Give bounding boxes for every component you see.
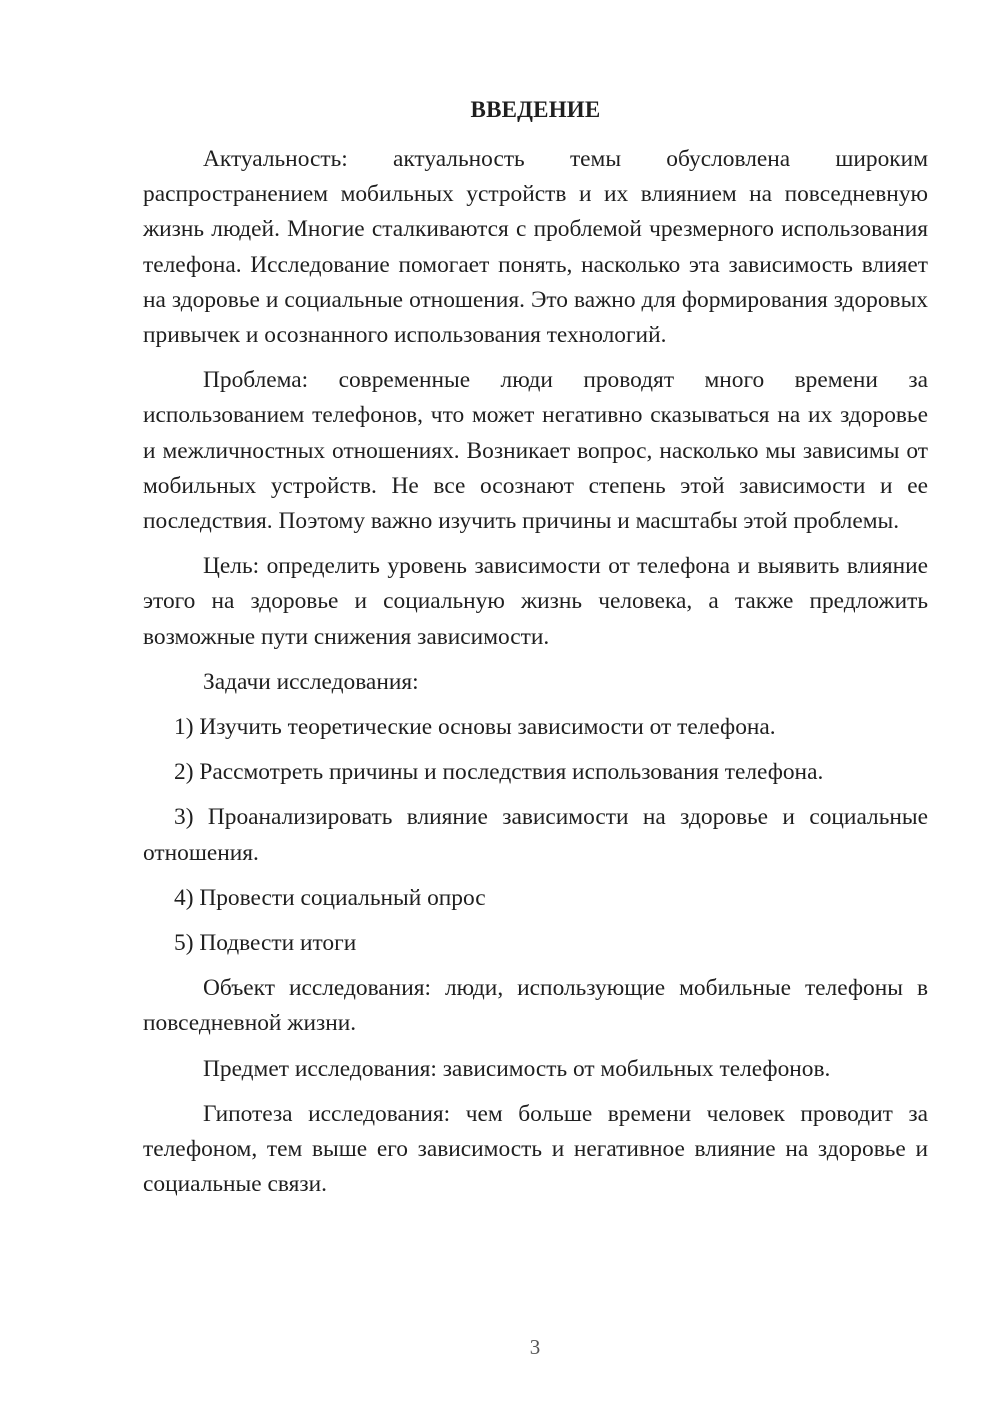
subject-paragraph: Предмет исследования: зависимость от мобильных телефонов. (203, 1055, 831, 1082)
task-item-3: 3) Проанализировать влияние зависимости на здоровье и социальные отношения. (143, 804, 928, 866)
task-item-2: 2) Рассмотреть причины и последствия использования телефона. (174, 759, 824, 786)
goal-paragraph: Цель: определить уровень зависимости от телефона и выявить влияние этого на здоровье и социальную жизнь человека, а также предложить возможные пути снижения зависимости. (143, 553, 928, 650)
task-item-1: 1) Изучить теоретические основы зависимости от телефона. (174, 714, 776, 741)
tasks-heading: Задачи исследования: (203, 668, 419, 695)
document-title: ВВЕДЕНИЕ (470, 97, 601, 122)
object-paragraph: Объект исследования: люди, использующие мобильные телефоны в повседневной жизни. (143, 975, 928, 1037)
relevance-paragraph: Актуальность: актуальность темы обусловлена широким распространением мобильных устройств и их влиянием на повседневную жизнь людей. Многие сталкиваются с проблемой чрезмерного использования телефона. Исследование помогает понять, насколько эта зависимость влияет на здоровье и социальные отношения. Это важно для формирования здоровых привычек и осознанного использования технологий. (143, 146, 928, 349)
hypothesis-paragraph: Гипотеза исследования: чем больше времени человек проводит за телефоном, тем выше его зависимость и негативное влияние на здоровье и социальные связи. (143, 1100, 928, 1198)
document-page (143, 92, 928, 1212)
task-item-4: 4) Провести социальный опрос (174, 884, 486, 911)
problem-paragraph: Проблема: современные люди проводят много времени за использованием телефонов, что может негативно сказываться на их здоровье и межличностных отношениях. Возникает вопрос, насколько мы зависимы от мобильных устройств. Не все осознают степень этой зависимости и ее последствия. Поэтому важно изучить причины и масштабы этой проблемы. (143, 367, 928, 535)
page-number: 3 (529, 1335, 541, 1359)
task-item-5: 5) Подвести итоги (174, 930, 357, 957)
